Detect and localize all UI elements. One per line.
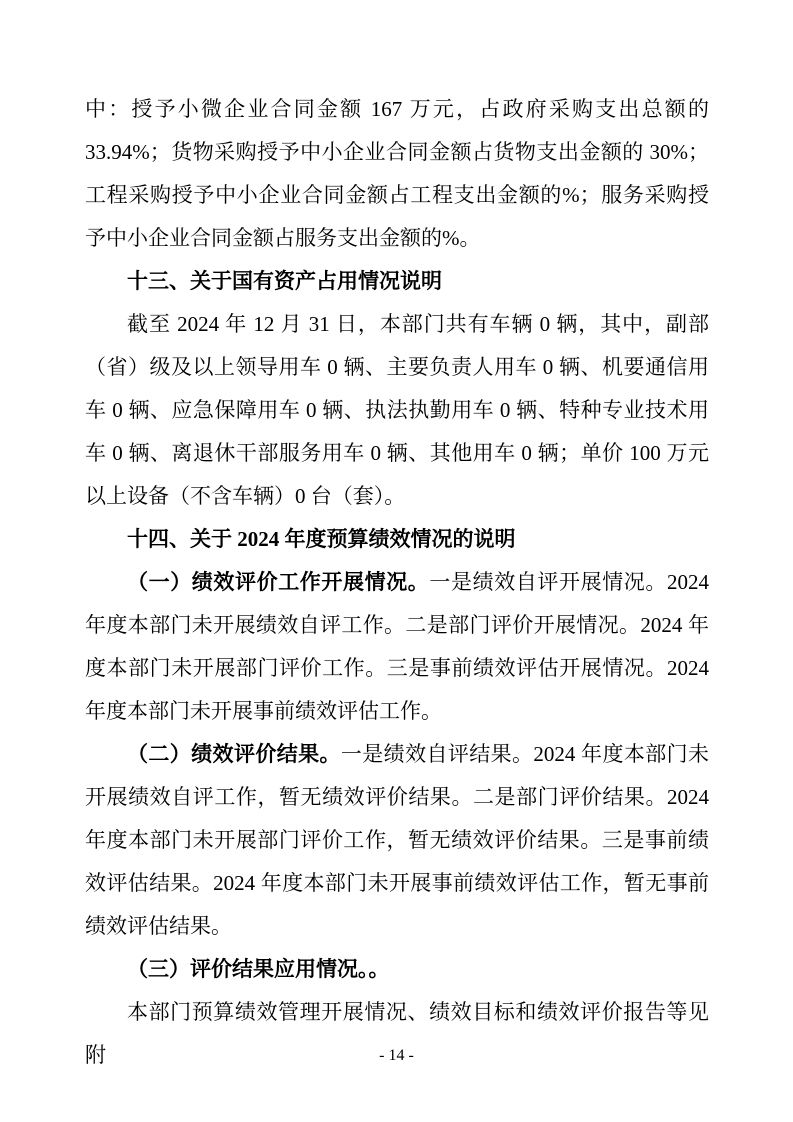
paragraph-text: 本部门预算绩效管理开展情况、绩效目标和绩效评价报告等见附 <box>85 1000 709 1067</box>
paragraph-performance-evaluation-results <box>85 733 709 948</box>
heading-text: 十三、关于国有资产占用情况说明 <box>127 269 442 293</box>
page-footer <box>0 1046 793 1066</box>
paragraph-results-application <box>85 948 709 991</box>
paragraph-text: 一是绩效自评开展情况。2024 年度本部门未开展绩效自评工作。二是部门评价开展情况。2024 年度本部门未开展部门评价工作。三是事前绩效评估开展情况。2024 年度本部门未开展事前绩效评估工作。 <box>85 570 710 723</box>
page-number: - 14 - <box>379 1047 414 1064</box>
paragraph-procurement-continuation <box>85 88 709 260</box>
paragraph-lead-bold: （一）绩效评价工作开展情况。 <box>127 570 430 594</box>
paragraph-lead-bold: （二）绩效评价结果。 <box>127 742 341 766</box>
paragraph-text: 中：授予小微企业合同金额 167 万元，占政府采购支出总额的 33.94%；货物采购授予中小企业合同金额占货物支出金额的 30%；工程采购授予中小企业合同金额占工程支出金额的%；服务采购授予中小企业合同金额占服务支出金额的%。 <box>85 97 709 250</box>
page-content <box>85 88 709 1077</box>
section-heading-13 <box>85 260 709 303</box>
heading-text: 十四、关于 2024 年度预算绩效情况的说明 <box>127 527 516 551</box>
paragraph-state-assets <box>85 303 709 518</box>
section-heading-14 <box>85 518 709 561</box>
paragraph-performance-evaluation-work <box>85 561 709 733</box>
paragraph-text: 一是绩效自评结果。2024 年度本部门未开展绩效自评工作，暂无绩效评价结果。二是部门评价结果。2024 年度本部门未开展部门评价工作，暂无绩效评价结果。三是事前绩效评估结果。2024 年度本部门未开展事前绩效评估工作，暂无事前绩效评估结果。 <box>85 742 710 938</box>
paragraph-lead-bold: （三）评价结果应用情况。。 <box>127 957 390 981</box>
paragraph-text: 截至 2024 年 12 月 31 日，本部门共有车辆 0 辆，其中，副部（省）级及以上领导用车 0 辆、主要负责人用车 0 辆、机要通信用车 0 辆、应急保障用车 0 辆、执法执勤用车 0 辆、特种专业技术用车 0 辆、离退休干部服务用车 0 辆、其他用车 0 辆；单价 100 万元以上设备（不含车辆）0 台（套）。 <box>85 312 709 508</box>
